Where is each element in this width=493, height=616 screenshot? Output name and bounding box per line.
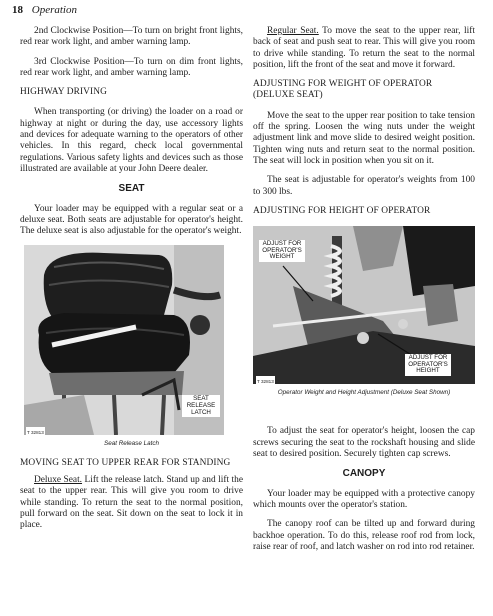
paragraph-regular-seat [253, 26, 475, 71]
paragraph-canopy-1: Your loader may be equipped with a protective canopy which mounts over the operator's station. [253, 488, 475, 510]
paragraph-deluxe-seat [20, 475, 243, 531]
adjust-height-label: ADJUST FOR OPERATOR'S HEIGHT [405, 354, 451, 376]
caption-seat-release-latch: Seat Release Latch [104, 440, 159, 448]
adjust-photo-id: T 32813 [256, 376, 275, 384]
paragraph-2nd-position: 2nd Clockwise Position—To turn on bright front lights, red rear work light, and amber warning lamp. [20, 26, 243, 48]
paragraph-canopy-2: The canopy roof can be tilted up and forward during backhoe operation. To do this, release roof rod from lock, raise rear of roof, and latch washer on rod into rod retainer. [253, 519, 475, 552]
heading-seat: SEAT [118, 183, 145, 195]
paragraph-adjust-weight-1: Move the seat to the upper rear position to take tension off the spring. Loosen the wing nuts under the weight adjustment link and move slide to desired weight position. Tighten wing nuts and return seat to the normal position. The seat will lock in position when you sit on it. [253, 110, 475, 166]
caption-weight-height-adjustment: Operator Weight and Height Adjustment (Deluxe Seat Shown) [277, 389, 451, 397]
seat-photo-id: T 32813 [26, 427, 45, 435]
adjust-weight-label: ADJUST FOR OPERATOR'S WEIGHT [259, 240, 305, 262]
seat-release-latch-label: SEAT RELEASE LATCH [182, 395, 220, 417]
section-title: Operation [31, 4, 77, 16]
text-deluxe-seat: Lift the release latch. Stand up and lift the seat to the upper rear. This will give you room to drive while standing. To return the seat to the normal position, pull forward on the seat. Sit down on the seat to lock it in place. [20, 475, 243, 531]
label-deluxe-seat: Deluxe Seat. [34, 475, 83, 486]
text-regular-seat: To move the seat to the upper rear, lift back of seat and push seat to rear. This will give you room to drive while standing. To return the seat to the normal position, lift the front of the seat and move it forward. [253, 26, 475, 70]
seat-release-photo [24, 245, 224, 435]
paragraph-highway-driving: When transporting (or driving) the loader on a road or highway at night or during the day, use accessory lights and devices for adequate warning to the operators of other vehicles. In this regard, check local governmental regulations. Various safety lights and devices such as those illustrated are available at your John Deere dealer. [20, 107, 243, 174]
heading-adjust-weight: ADJUSTING FOR WEIGHT OF OPERATOR (DELUXE SEAT) [253, 79, 433, 101]
paragraph-3rd-position: 3rd Clockwise Position—To turn on dim front lights, red rear work light, and amber warning lamp. [20, 56, 243, 78]
left-column [20, 26, 243, 540]
heading-adjust-height: ADJUSTING FOR HEIGHT OF OPERATOR [253, 205, 431, 216]
label-regular-seat: Regular Seat. [267, 26, 319, 36]
weight-height-adjust-photo [253, 226, 475, 384]
heading-moving-seat: MOVING SEAT TO UPPER REAR FOR STANDING [20, 457, 231, 468]
page-header [12, 4, 77, 16]
paragraph-adjust-weight-2: The seat is adjustable for operator's weights from 100 to 300 lbs. [253, 175, 475, 197]
page-number: 18 [12, 4, 23, 16]
heading-highway-driving: HIGHWAY DRIVING [20, 87, 107, 98]
right-column [253, 26, 475, 561]
paragraph-seat: Your loader may be equipped with a regular seat or a deluxe seat. Both seats are adjustable for operator's height. The deluxe seat is also adjustable for the operator's weight. [20, 203, 243, 237]
paragraph-adjust-height: To adjust the seat for operator's height, loosen the cap screws securing the seat to the rockshaft housing and slide seat to desired position. Securely tighten cap screws. [253, 426, 475, 460]
heading-canopy: CANOPY [342, 468, 386, 480]
